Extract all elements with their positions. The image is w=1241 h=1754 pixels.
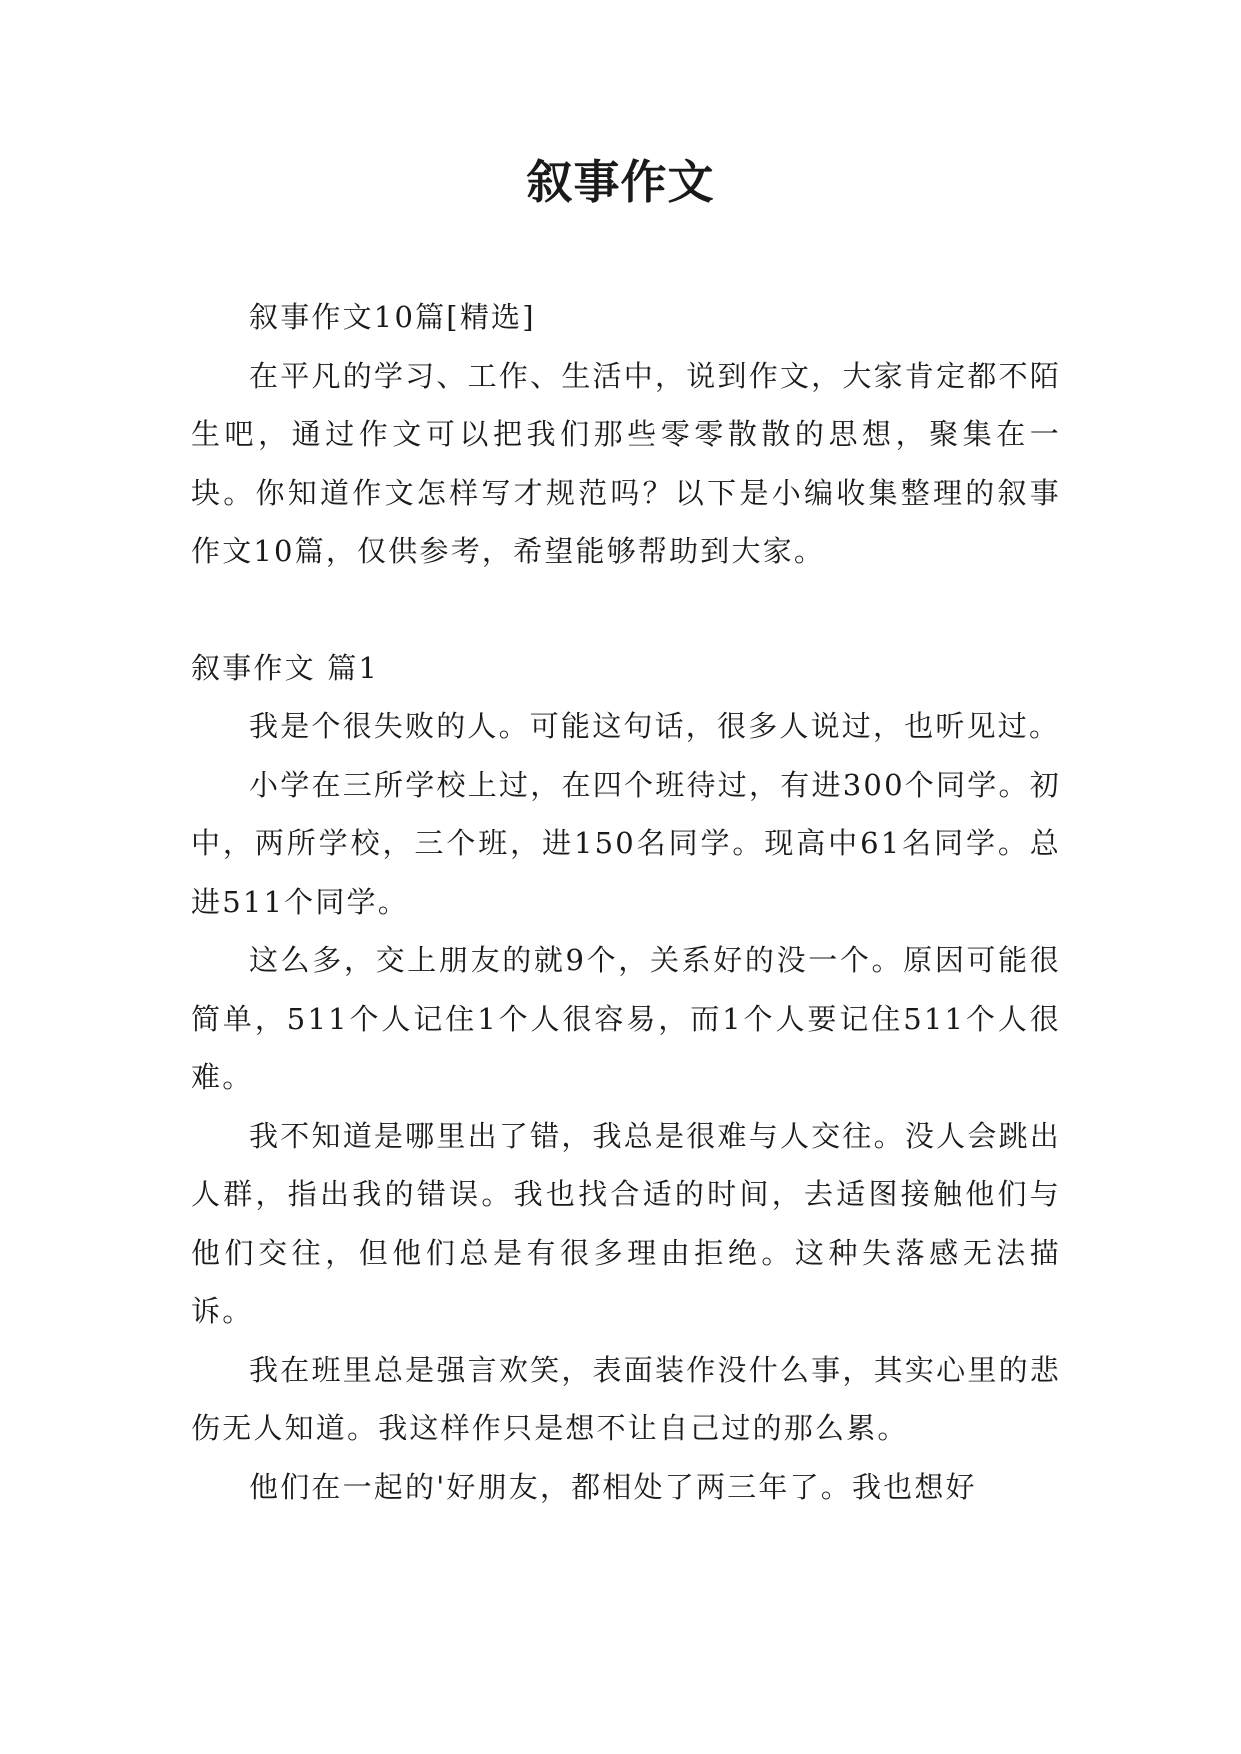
body-paragraph-5: 我在班里总是强言欢笑，表面装作没什么事，其实心里的悲伤无人知道。我这样作只是想不让自己过的那么累。 <box>191 1352 1061 1445</box>
intro-paragraph: 在平凡的学习、工作、生活中，说到作文，大家肯定都不陌生吧，通过作文可以把我们那些零零散散的思想，聚集在一块。你知道作文怎样写才规范吗？以下是小编收集整理的叙事作文10篇，仅供参考，希望能够帮助到大家。 <box>191 358 1061 568</box>
document-title: 叙事作文 <box>526 155 715 209</box>
body-paragraph-4: 我不知道是哪里出了错，我总是很难与人交往。没人会跳出人群，指出我的错误。我也找合适的时间，去适图接触他们与他们交往，但他们总是有很多理由拒绝。这种失落感无法描诉。 <box>191 1118 1061 1328</box>
document-body <box>191 288 1061 1516</box>
section-spacer <box>191 581 1061 639</box>
section-heading: 叙事作文 篇1 <box>191 650 380 685</box>
body-paragraph-1: 我是个很失败的人。可能这句话，很多人说过，也听见过。 <box>249 709 1061 743</box>
document-subtitle: 叙事作文10篇[精选] <box>249 300 536 334</box>
body-paragraph-2: 小学在三所学校上过，在四个班待过，有进300个同学。初中，两所学校，三个班，进150名同学。现高中61名同学。总进511个同学。 <box>191 767 1061 919</box>
body-paragraph-3: 这么多，交上朋友的就9个，关系好的没一个。原因可能很简单，511个人记住1个人很容易，而1个人要记住511个人很难。 <box>191 943 1061 1094</box>
body-paragraph-6: 他们在一起的'好朋友，都相处了两三年了。我也想好 <box>249 1469 977 1504</box>
